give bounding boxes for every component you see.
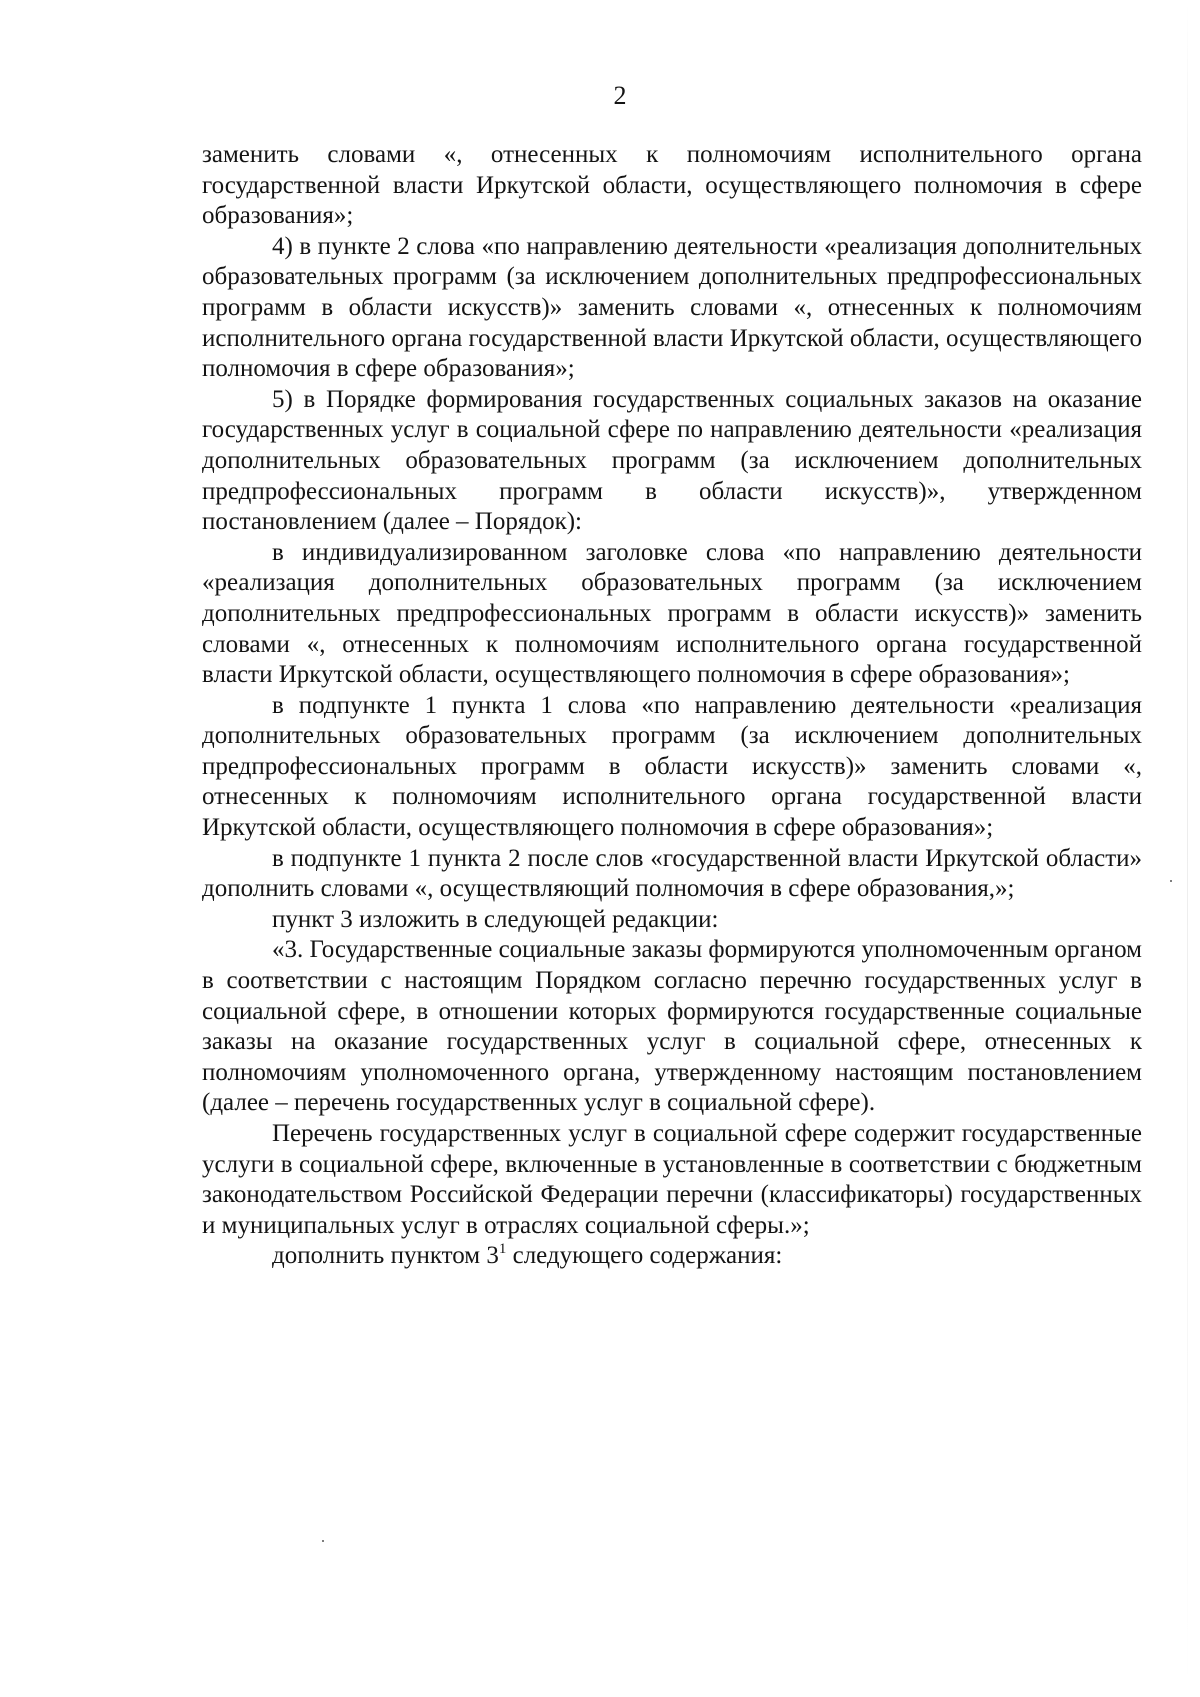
page-number: 2 xyxy=(613,81,627,110)
paragraph-list-description: Перечень государственных услуг в социальной сфере содержит государственные услуги в социальной сфере, включенные в установленные в соответствии с бюджетным законодательством Российской Федерации перечни (классификаторы) государственных и муниципальных услуг в отраслях социальной сферы.»; xyxy=(202,1120,1142,1239)
paragraph-item-5: 5) в Порядке формирования государственных социальных заказов на оказание государственных услуг в социальной сфере по направлению деятельности «реализация дополнительных образовательных программ (за исключением дополнительных предпрофессиональных программ в области искусств)», утвержденном постановлением (далее – Порядок): xyxy=(202,385,1142,536)
paragraph-point-3-intro: пункт 3 изложить в следующей редакции: xyxy=(272,905,719,933)
paragraph-subpoint-1-2: в подпункте 1 пункта 2 после слов «государственной власти Иркутской области» дополнить словами «, осуществляющий полномочия в сфере образования,»; xyxy=(202,844,1142,903)
add-point-text-tail: следующего содержания: xyxy=(506,1242,783,1270)
paragraph-continuation: заменить словами «, отнесенных к полномочиям исполнительного органа государственной власти Иркутской области, осуществляющего полномочия в сфере образования»; xyxy=(202,141,1142,230)
scan-speck xyxy=(1170,880,1172,882)
superscript: 1 xyxy=(498,1241,507,1258)
paragraph-add-point xyxy=(202,1241,1142,1272)
scan-speck xyxy=(322,1540,324,1542)
paragraph-title-change: в индивидуализированном заголовке слова «по направлению деятельности «реализация дополнительных образовательных программ (за исключением дополнительных предпрофессиональных программ в области искусств)» заменить словами «, отнесенных к полномочиям исполнительного органа государственной власти Иркутской области, осуществляющего полномочия в сфере образования»; xyxy=(202,538,1142,689)
document-body xyxy=(202,140,1142,1272)
paragraph-subpoint-1-1: в подпункте 1 пункта 1 слова «по направлению деятельности «реализация дополнительных образовательных программ (за исключением дополнительных предпрофессиональных программ в области искусств)» заменить словами «, отнесенных к полномочиям исполнительного органа государственной власти Иркутской области, осуществляющего полномочия в сфере образования»; xyxy=(202,691,1142,842)
paragraph-point-3-text: «3. Государственные социальные заказы формируются уполномоченным органом в соответствии с настоящим Порядком согласно перечню государственных услуг в социальной сфере, в отношении которых формируются государственные социальные заказы на оказание государственных услуг в социальной сфере, отнесенных к полномочиям уполномоченного органа, утвержденному настоящим постановлением (далее – перечень государственных услуг в социальной сфере). xyxy=(202,936,1142,1117)
paragraph-item-4: 4) в пункте 2 слова «по направлению деятельности «реализация дополнительных образовательных программ (за исключением дополнительных предпрофессиональных программ в области искусств)» заменить словами «, отнесенных к полномочиям исполнительного органа государственной власти Иркутской области, осуществляющего полномочия в сфере образования»; xyxy=(202,232,1142,383)
add-point-text: дополнить пунктом 3 xyxy=(272,1242,499,1270)
scan-edge-shadow xyxy=(1187,0,1188,1697)
